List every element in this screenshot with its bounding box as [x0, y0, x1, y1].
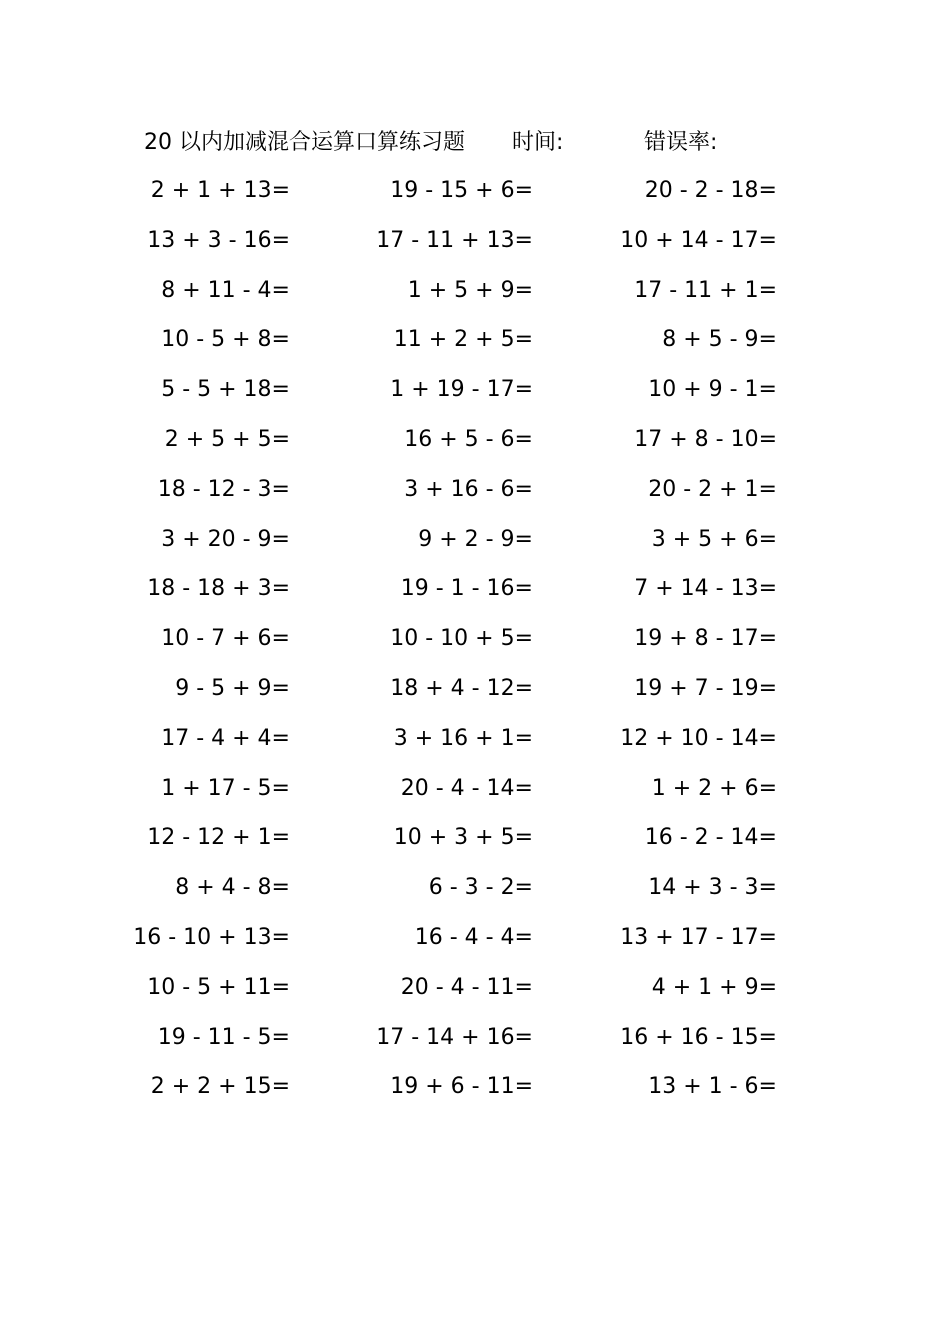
problem-item: 14 + 3 - 3=: [648, 875, 777, 901]
problem-item: 16 - 4 - 4=: [414, 924, 533, 950]
problem-item: 11 + 2 + 5=: [393, 327, 533, 353]
problem-item: 16 - 2 - 14=: [644, 825, 777, 851]
problem-item: 13 + 1 - 6=: [648, 1074, 777, 1100]
problem-item: 4 + 1 + 9=: [651, 974, 777, 1000]
problem-item: 10 - 7 + 6=: [161, 626, 290, 652]
problem-item: 7 + 14 - 13=: [634, 576, 777, 602]
problem-item: 19 + 8 - 17=: [634, 626, 777, 652]
problem-item: 20 - 4 - 14=: [400, 775, 533, 801]
problem-item: 16 + 16 - 15=: [620, 1024, 777, 1050]
problem-item: 2 + 2 + 15=: [150, 1074, 290, 1100]
problem-item: 10 - 5 + 8=: [161, 327, 290, 353]
time-label: 时间:: [512, 130, 564, 155]
problem-item: 2 + 5 + 5=: [164, 426, 290, 452]
problem-item: 12 + 10 - 14=: [620, 725, 777, 751]
problem-item: 1 + 5 + 9=: [407, 277, 533, 303]
problem-item: 9 - 5 + 9=: [175, 675, 290, 701]
problem-item: 19 - 15 + 6=: [390, 178, 533, 203]
problem-item: 17 - 4 + 4=: [161, 725, 290, 751]
problem-item: 10 + 9 - 1=: [648, 377, 777, 403]
problem-item: 10 + 3 + 5=: [393, 825, 533, 851]
problem-item: 10 - 10 + 5=: [390, 626, 533, 652]
problem-item: 10 - 5 + 11=: [147, 974, 290, 1000]
problem-item: 3 + 16 + 1=: [393, 725, 533, 751]
problem-item: 8 + 4 - 8=: [175, 875, 290, 901]
problem-item: 1 + 2 + 6=: [651, 775, 777, 801]
problem-column-2: [303, 174, 543, 1120]
problem-item: 18 + 4 - 12=: [390, 675, 533, 701]
problem-column-1: [60, 174, 300, 1120]
problem-item: 2 + 1 + 13=: [150, 178, 290, 203]
problem-item: 1 + 17 - 5=: [161, 775, 290, 801]
problem-item: 19 + 6 - 11=: [390, 1074, 533, 1100]
problem-item: 20 - 4 - 11=: [400, 974, 533, 1000]
problem-item: 12 - 12 + 1=: [147, 825, 290, 851]
problem-item: 18 - 12 - 3=: [157, 476, 290, 502]
problem-item: 20 - 2 + 1=: [648, 476, 777, 502]
problem-item: 19 - 11 - 5=: [157, 1024, 290, 1050]
problem-item: 13 + 17 - 17=: [620, 924, 777, 950]
problem-column-3: [547, 174, 787, 1120]
problem-item: 3 + 20 - 9=: [161, 526, 290, 552]
problem-item: 6 - 3 - 2=: [428, 875, 533, 901]
problem-item: 3 + 5 + 6=: [651, 526, 777, 552]
problem-item: 17 - 11 + 1=: [634, 277, 777, 303]
problem-item: 17 + 8 - 10=: [634, 426, 777, 452]
worksheet-title: 20 以内加减混合运算口算练习题: [144, 130, 465, 155]
problem-item: 16 + 5 - 6=: [404, 426, 533, 452]
worksheet-header: [144, 126, 844, 160]
problem-item: 1 + 19 - 17=: [390, 377, 533, 403]
problem-item: 5 - 5 + 18=: [161, 377, 290, 403]
problem-item: 8 + 11 - 4=: [161, 277, 290, 303]
problem-item: 3 + 16 - 6=: [404, 476, 533, 502]
problem-item: 19 + 7 - 19=: [634, 675, 777, 701]
problem-item: 13 + 3 - 16=: [147, 227, 290, 253]
problem-item: 18 - 18 + 3=: [147, 576, 290, 602]
problem-item: 10 + 14 - 17=: [620, 227, 777, 253]
problem-item: 9 + 2 - 9=: [418, 526, 533, 552]
error-rate-label: 错误率:: [644, 130, 718, 155]
problem-item: 16 - 10 + 13=: [133, 924, 290, 950]
problem-item: 17 - 11 + 13=: [376, 227, 533, 253]
problem-item: 8 + 5 - 9=: [662, 327, 777, 353]
problem-item: 19 - 1 - 16=: [400, 576, 533, 602]
problem-item: 17 - 14 + 16=: [376, 1024, 533, 1050]
problem-item: 20 - 2 - 18=: [644, 178, 777, 203]
